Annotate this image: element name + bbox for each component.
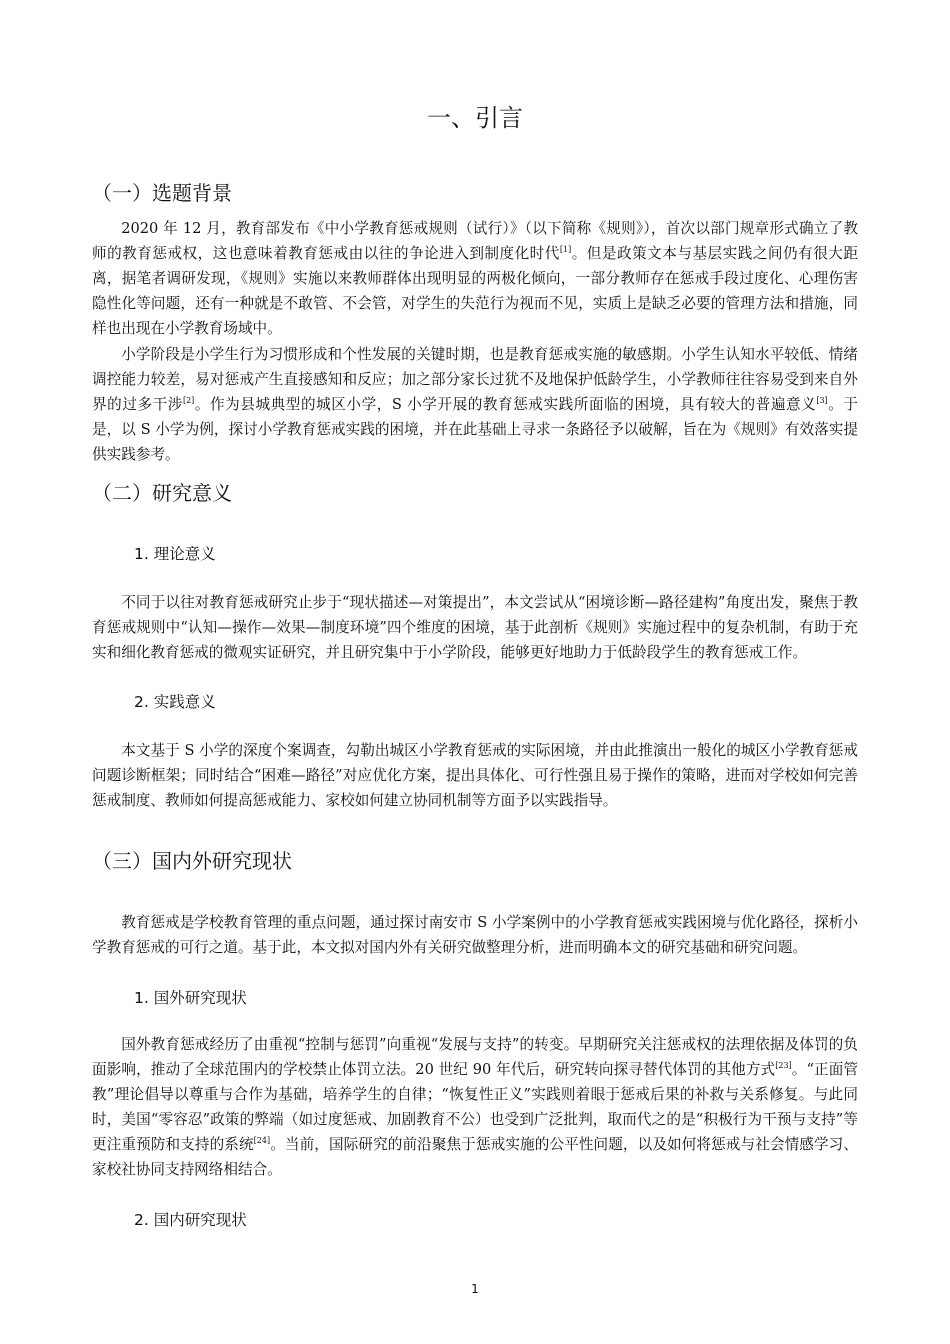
paragraph-theoretical: 不同于以往对教育惩戒研究止步于“现状描述—对策提出”，本文尝试从“困境诊断—路径建构”角度出发，聚焦于教育惩戒规则中“认知—操作—效果—制度环境”四个维度的困境，基于此剖析《规则》实施过程中的复杂机制，有助于充实和细化教育惩戒的微观实证研究，并且研究集中于小学阶段，能够更好地助力于低龄段学生的教育惩戒工作。 xyxy=(92,594,858,661)
citation-ref: [24] xyxy=(253,1136,271,1145)
page-title: 一、引言 xyxy=(427,104,523,132)
citation-ref: [23] xyxy=(775,1061,792,1070)
section-heading-significance: （二）研究意义 xyxy=(92,481,232,505)
page-number: 1 xyxy=(471,1282,479,1296)
paragraph-background-1 xyxy=(92,216,858,341)
paragraph-practical: 本文基于 S 小学的深度个案调查，勾勒出城区小学教育惩戒的实际困境，并由此推演出一般化的城区小学教育惩戒问题诊断框架；同时结合“困难—路径”对应优化方案，提出具体化、可行性强且易于操作的策略，进而对学校如何完善惩戒制度、教师如何提高惩戒能力、家校如何建立协同机制等方面予以实践指导。 xyxy=(92,742,858,809)
text-run: 。作为县城典型的城区小学，S 小学开展的教育惩戒实践所面临的困境，具有较大的普遍意义 xyxy=(194,396,817,413)
text-run: 小学阶段是小学生行为习惯形成和个性发展的关键时期，也是教育惩戒实施的敏感期。小学生认知水平较低、情绪调控能力较差，易对惩戒产生直接感知和反应；加之部分家长过犹不及地保护低龄学生，小学教师往往容易受到来自外界的过多干涉 xyxy=(92,346,858,413)
text-run: 。“正面管教”理论倡导以尊重与合作为基础，培养学生的自律；“恢复性正义”实践则着眼于惩戒后果的补救与关系修复。与此同时，美国“零容忍”政策的弊端（如过度惩戒、加剧教育不公）也受到广泛批判，取而代之的是“积极行为干预与支持”等更注重预防和支持的系统 xyxy=(92,1061,858,1153)
text-run: 。当前，国际研究的前沿聚焦于惩戒实施的公平性问题，以及如何将惩戒与社会情感学习、家校社协同支持网络相结合。 xyxy=(92,1136,858,1178)
subheading-foreign: 1. 国外研究现状 xyxy=(134,989,247,1007)
citation-ref: [1] xyxy=(559,245,572,254)
paragraph-background-2 xyxy=(92,342,858,467)
text-run: 2020 年 12 月，教育部发布《中小学教育惩戒规则（试行）》（以下简称《规则》），首次以部门规章形式确立了教师的教育惩戒权，这也意味着教育惩戒由以往的争论进入到制度化时代 xyxy=(92,220,858,262)
section-heading-background: （一）选题背景 xyxy=(92,181,232,205)
text-run: 。但是政策文本与基层实践之间仍有很大距离，据笔者调研发现，《规则》实施以来教师群体出现明显的两极化倾向，一部分教师存在惩戒手段过度化、心理伤害隐性化等问题，还有一种就是不敢管、不会管，对学生的失范行为视而不见，实质上是缺乏必要的管理方法和措施，同样也出现在小学教育场域中。 xyxy=(92,245,858,337)
text-run: 国外教育惩戒经历了由重视“控制与惩罚”向重视“发展与支持”的转变。早期研究关注惩戒权的法理依据及体罚的负面影响，推动了全球范围内的学校禁止体罚立法。20 世纪 90 年代后，研究转向探寻替代体罚的其他方式 xyxy=(92,1036,858,1078)
citation-ref: [3] xyxy=(816,396,828,405)
paragraph-literature-intro: 教育惩戒是学校教育管理的重点问题，通过探讨南安市 S 小学案例中的小学教育惩戒实践困境与优化路径，探析小学教育惩戒的可行之道。基于此，本文拟对国内外有关研究做整理分析，进而明确本文的研究基础和研究问题。 xyxy=(92,914,858,956)
citation-ref: [2] xyxy=(182,396,195,405)
subheading-practical: 2. 实践意义 xyxy=(134,693,216,711)
paragraph-foreign xyxy=(92,1032,858,1182)
section-heading-literature: （三）国内外研究现状 xyxy=(92,849,292,873)
subheading-theoretical: 1. 理论意义 xyxy=(134,545,216,563)
text-run: 。于是，以 S 小学为例，探讨小学教育惩戒实践的困境，并在此基础上寻求一条路径予以破解，旨在为《规则》有效落实提供实践参考。 xyxy=(92,396,858,463)
subheading-domestic: 2. 国内研究现状 xyxy=(134,1211,247,1229)
